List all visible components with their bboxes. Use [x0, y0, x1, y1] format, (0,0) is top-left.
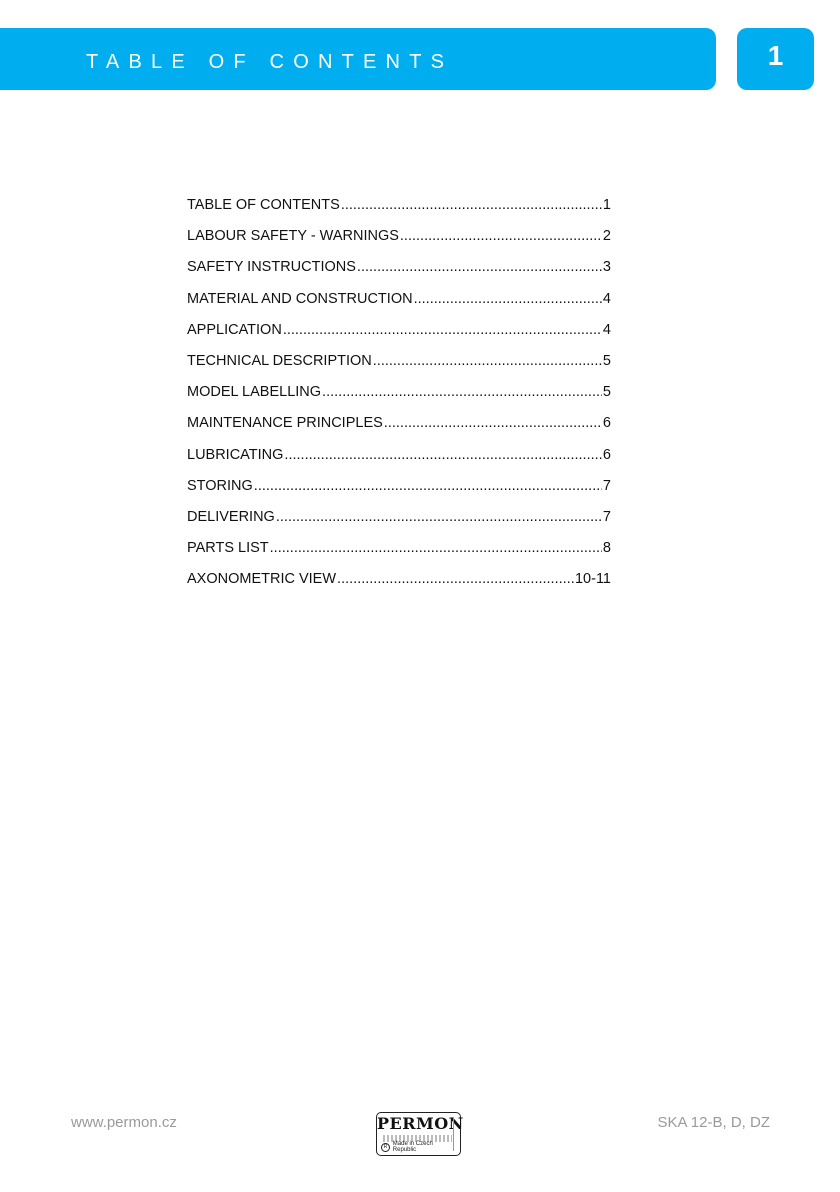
toc-entry-page: 4: [602, 290, 611, 307]
logo-wordmark: PERMON: [377, 1114, 464, 1133]
toc-entry-label: SAFETY INSTRUCTIONS: [187, 259, 356, 276]
toc-entry-label: MAINTENANCE PRINCIPLES: [187, 415, 383, 432]
toc-entry[interactable]: [187, 509, 611, 540]
toc-entry-page: 10-11: [574, 571, 611, 588]
registered-mark-icon: R: [381, 1143, 390, 1152]
toc-entry[interactable]: [187, 291, 611, 322]
toc-leader-dots: [284, 447, 602, 463]
toc-entry-label: APPLICATION: [187, 321, 282, 338]
toc-entry[interactable]: [187, 197, 611, 228]
table-of-contents: [187, 197, 611, 602]
permon-logo: [376, 1112, 464, 1156]
toc-entry-page: 7: [602, 508, 611, 525]
toc-entry-page: 7: [602, 477, 611, 494]
toc-entry-page: 6: [602, 446, 611, 463]
toc-leader-dots: [283, 322, 602, 338]
toc-entry-label: TABLE OF CONTENTS: [187, 197, 340, 213]
toc-entry-page: 8: [602, 540, 611, 557]
toc-entry[interactable]: [187, 228, 611, 259]
toc-leader-dots: [400, 228, 602, 244]
toc-leader-dots: [341, 197, 602, 213]
toc-entry-label: DELIVERING: [187, 508, 275, 525]
header-bar: [0, 28, 716, 90]
toc-leader-dots: [357, 259, 602, 275]
toc-entry-label: PARTS LIST: [187, 540, 269, 557]
logo-side-rule: [453, 1117, 459, 1151]
toc-entry-page: 5: [602, 384, 611, 401]
toc-entry-label: MODEL LABELLING: [187, 384, 322, 401]
toc-leader-dots: [373, 353, 602, 369]
footer-website[interactable]: www.permon.cz: [71, 1114, 177, 1131]
toc-entry-label: LUBRICATING: [187, 446, 284, 463]
toc-entry[interactable]: [187, 322, 611, 353]
toc-leader-dots: [414, 291, 602, 307]
toc-entry-page: 6: [602, 415, 611, 432]
toc-entry[interactable]: [187, 384, 611, 415]
toc-entry-page: 5: [602, 352, 611, 369]
footer-model: SKA 12-B, D, DZ: [657, 1114, 770, 1131]
logo-footer: [381, 1141, 456, 1153]
toc-entry[interactable]: [187, 353, 611, 384]
page-number-badge: [737, 28, 814, 90]
toc-leader-dots: [384, 415, 602, 431]
toc-entry-label: TECHNICAL DESCRIPTION: [187, 352, 372, 369]
toc-leader-dots: [276, 509, 602, 525]
toc-entry[interactable]: [187, 447, 611, 478]
toc-entry-label: MATERIAL AND CONSTRUCTION: [187, 290, 413, 307]
toc-entry-page: 4: [602, 321, 611, 338]
toc-entry-page: 2: [602, 228, 611, 245]
toc-entry-page: 1: [602, 197, 611, 213]
toc-leader-dots: [322, 384, 602, 400]
toc-entry-label: LABOUR SAFETY - WARNINGS: [187, 228, 399, 245]
toc-entry-label: AXONOMETRIC VIEW: [187, 571, 337, 588]
toc-entry[interactable]: [187, 415, 611, 446]
toc-leader-dots: [337, 571, 574, 587]
toc-leader-dots: [270, 540, 602, 556]
toc-leader-dots: [254, 478, 602, 494]
toc-entry[interactable]: [187, 259, 611, 290]
toc-entry[interactable]: [187, 571, 611, 602]
page-title: TABLE OF CONTENTS: [86, 50, 454, 73]
toc-entry[interactable]: [187, 478, 611, 509]
page-number: 1: [767, 40, 784, 71]
toc-entry-page: 3: [602, 259, 611, 276]
toc-entry-label: STORING: [187, 477, 253, 494]
toc-entry[interactable]: [187, 540, 611, 571]
logo-tagline: Made in Czech Republic: [392, 1141, 433, 1153]
